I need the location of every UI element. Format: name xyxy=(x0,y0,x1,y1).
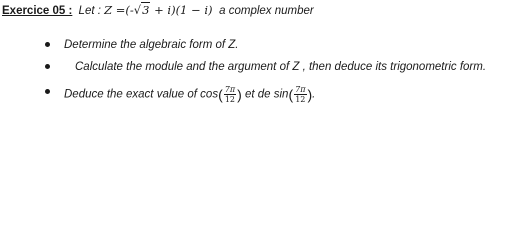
fraction-numerator: 7π xyxy=(224,85,236,94)
complex-expression xyxy=(104,3,216,17)
exercise-title: Exercice 05 : xyxy=(2,5,73,17)
fraction-numerator: 7π xyxy=(295,85,306,94)
fraction-denominator: 12 xyxy=(295,95,306,104)
expression-end: + i)(1 − i) xyxy=(154,3,213,17)
bullet-icon xyxy=(45,89,50,94)
sqrt-radicand: 3 xyxy=(142,3,150,17)
fraction-denominator: 12 xyxy=(224,95,236,104)
item-text: Determine the algebraic form of Z. xyxy=(64,39,239,51)
bullet-icon xyxy=(45,42,50,47)
fraction-7pi-12 xyxy=(224,85,236,104)
list-item xyxy=(75,60,486,74)
item-text: Calculate the module and the argument of Z , then deduce its trigonometric form. xyxy=(75,61,487,73)
sqrt-symbol: √3 xyxy=(133,3,150,17)
open-paren: ( xyxy=(288,86,294,103)
bullet-icon xyxy=(45,64,50,69)
close-paren: ) xyxy=(237,86,242,103)
list-item xyxy=(64,38,239,52)
item-suffix: . xyxy=(312,88,316,101)
close-paren: ) xyxy=(307,86,313,103)
list-item xyxy=(64,85,315,104)
open-paren: ( xyxy=(218,86,223,103)
exercise-header xyxy=(2,3,314,18)
item-prefix: Deduce the exact value of cos xyxy=(64,88,219,101)
exercise-description: a complex number xyxy=(219,5,314,17)
expression-start: Z =(- xyxy=(104,3,134,17)
let-label: Let : xyxy=(78,5,101,17)
item-middle: et de sin xyxy=(244,88,289,101)
fraction-7pi-12 xyxy=(294,85,306,104)
exercise-page xyxy=(0,0,527,110)
